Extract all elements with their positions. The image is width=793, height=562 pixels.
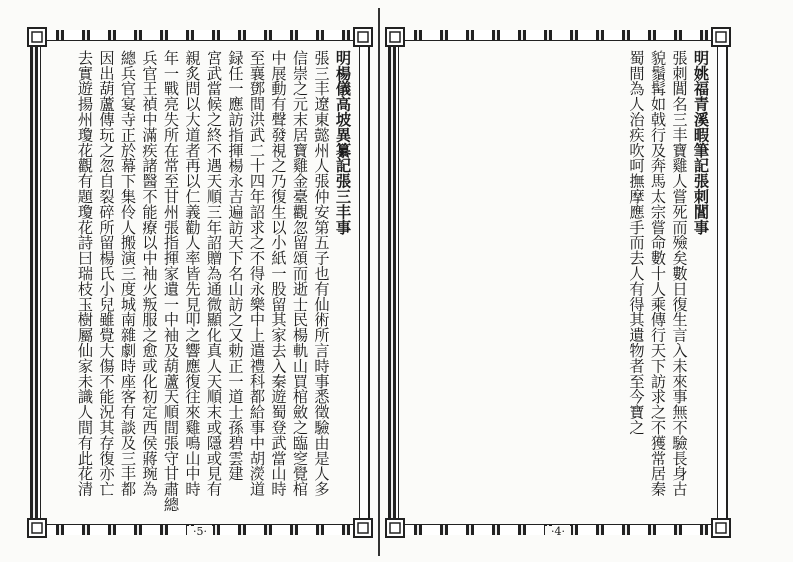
corner-ornament-icon xyxy=(352,517,374,539)
text-column: 去實遊揚州瓊花觀有題瓊花詩曰瑞枝玉樹屬仙家未識人間有此花清 xyxy=(76,50,94,497)
text-column: 張三丰遼東懿州人張仲安第五子也有仙術所言時事悉徵驗由是人多 xyxy=(312,50,331,497)
text-column: 録任一應訪指揮楊永吉遍訪天下名山訪之又勅正一道士孫碧雲建 xyxy=(226,50,245,482)
corner-ornament-icon xyxy=(26,517,48,539)
page-number: ·5· xyxy=(187,526,213,538)
right-page xyxy=(388,30,728,538)
text-column: 至襄鄧間洪武二十四年詔求之不得永樂中上遣禮科都給事中胡濙道 xyxy=(248,50,266,497)
section-title: 明楊儀高坡異纂記張三丰事 xyxy=(334,50,352,235)
right-text-columns xyxy=(406,50,710,515)
corner-ornament-icon xyxy=(384,517,406,539)
text-column: 蜀間為人治疾吹呵撫摩應手而去人有得其遺物者至今寶之 xyxy=(627,50,646,435)
text-column: 張刺閶名三丰寶雞人嘗死而殮矣數日復生言入未來事無不驗長身古 xyxy=(670,50,689,497)
page-gutter xyxy=(378,8,380,556)
left-page xyxy=(30,30,370,538)
corner-ornament-icon xyxy=(352,26,374,48)
section-title: 明姚福青溪暇筆記張刺閶事 xyxy=(692,50,710,235)
text-column: 貌鬚髯如戟行及奔馬太宗嘗命數十人乘傳行天下訪求之不獲常居秦 xyxy=(649,50,667,497)
text-column: 親炙問以大道者再以仁義勸人率皆先見叩之響應復往來雞鳴山中時 xyxy=(183,50,202,497)
corner-ornament-icon xyxy=(710,517,732,539)
corner-ornament-icon xyxy=(710,26,732,48)
text-column: 總兵官宴寺正於幕下集伶人搬演三度城南雜劇時座客有談及三丰都 xyxy=(119,50,137,497)
text-column: 宮武當候之終不遇天順三年詔贈為通微顯化真人天順末或隱或見有 xyxy=(205,50,223,497)
left-text-columns xyxy=(48,50,352,515)
text-column: 兵官王禎中滿疾諸醫不能療以中袖火叛服之愈或化初定西侯蔣琬為 xyxy=(140,50,159,497)
corner-ornament-icon xyxy=(26,26,48,48)
text-column: 因出葫蘆傳玩之忽自裂碎所留楊氏小兒雖覺大傷不能況其存復亦亡 xyxy=(97,50,116,497)
corner-ornament-icon xyxy=(384,26,406,48)
text-column: 信崇之元末居寶雞金臺觀忽留頌而逝士民楊軌山買棺斂之臨窆覺棺 xyxy=(291,50,309,497)
text-column: 中展動有聲發視之乃復生以小紙一股留其家去入秦遊蜀登武當山時 xyxy=(269,50,288,497)
text-column: 年一戰亮失所在常至甘州張指揮家遺一中袖及葫蘆天順間張守甘肅總 xyxy=(162,50,180,512)
page-number: ·4· xyxy=(545,526,571,538)
